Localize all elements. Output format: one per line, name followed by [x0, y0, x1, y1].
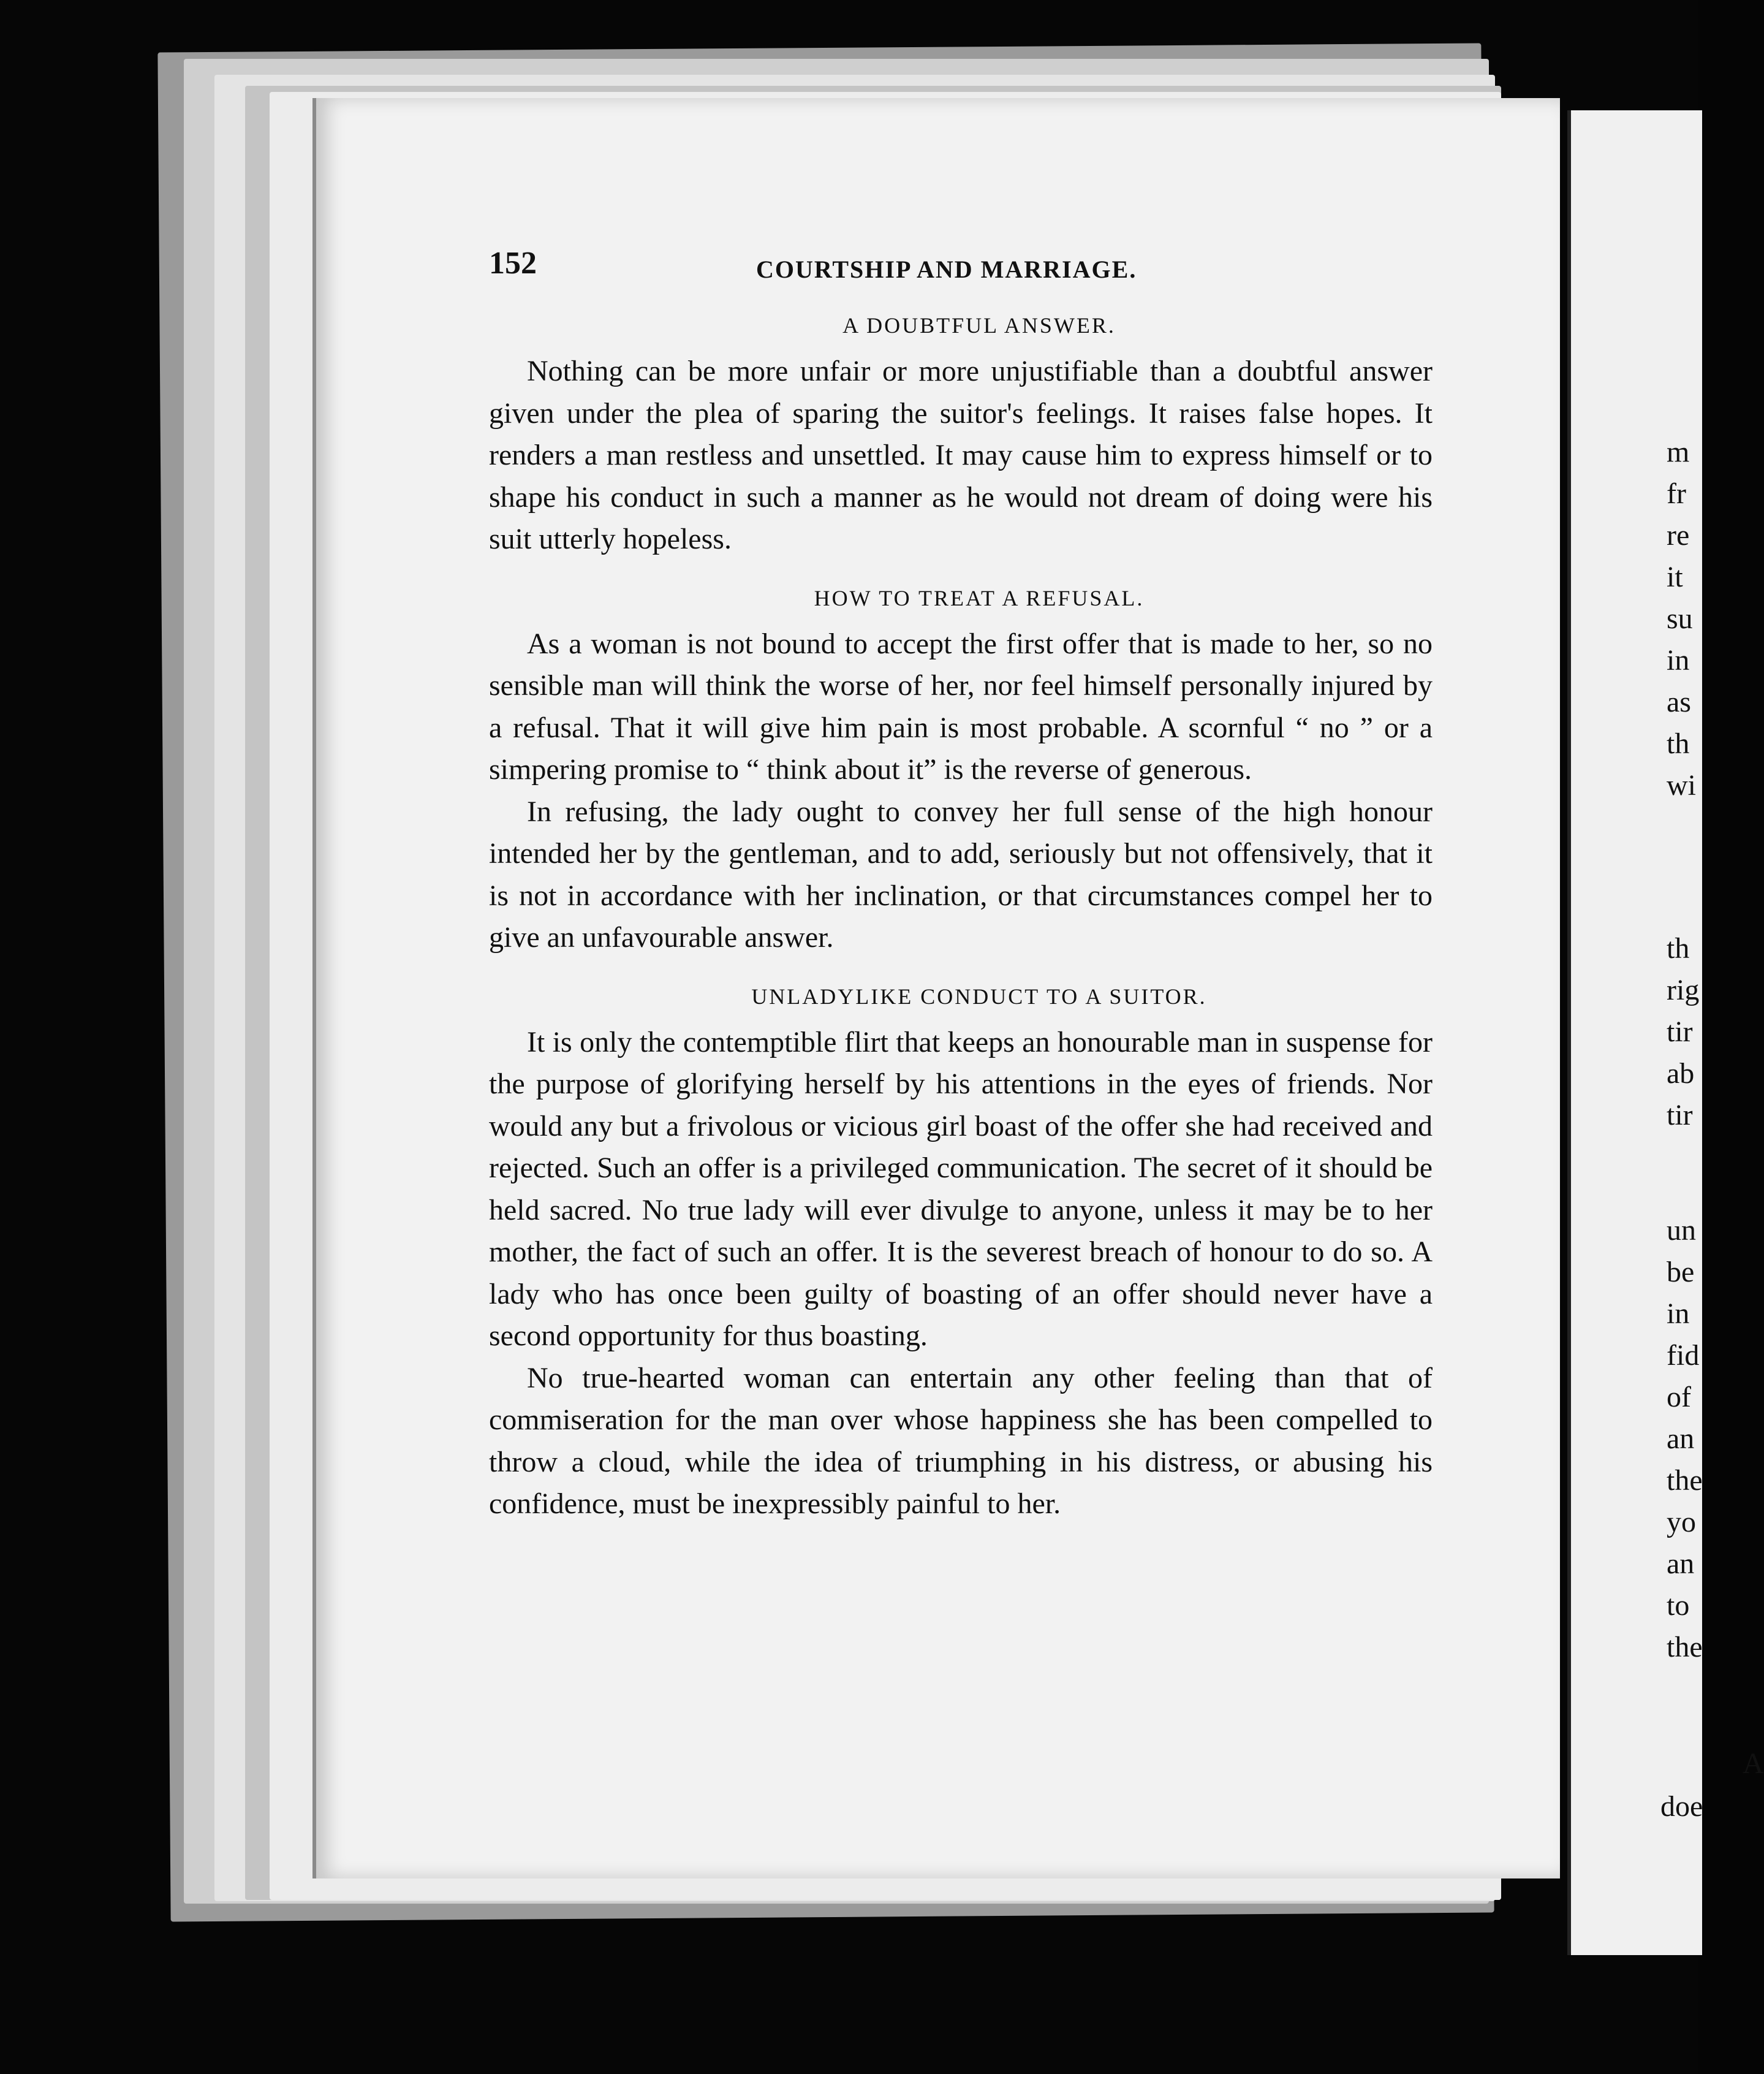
- facing-page-text: be: [1667, 1256, 1695, 1288]
- facing-page-text: th: [1667, 932, 1690, 965]
- facing-page-text: the: [1667, 1464, 1703, 1497]
- facing-page-text: tir: [1667, 1099, 1693, 1131]
- facing-page-text: ab: [1667, 1057, 1695, 1090]
- running-head: [489, 245, 1433, 294]
- facing-page-text: re: [1667, 519, 1690, 552]
- page-text-block: [489, 245, 1433, 1525]
- facing-page-text: tir: [1667, 1016, 1693, 1048]
- facing-page-text: su: [1667, 602, 1693, 635]
- paragraph: As a woman is not bound to accept the first offer that is made to her, so no sensible man will think the worse of her, nor feel himself personally injured by a refusal. That it will give him pain is most probable. A scornful “ no ” or a simpering promise to “ think about it” is the reverse of generous.: [489, 627, 1433, 786]
- paragraph: It is only the contemptible flirt that keeps an honourable man in suspense for the purpose of glorifying herself by his attentions in the eyes of friends. Nor would any but a frivolous or vicious girl boast of the offer she had received and rejected. Such an offer is a privileged communication. The secret of it should be held sacred. No true lady will ever divulge to anyone, unless it may be to her mother, the fact of such an offer. It is the severest breach of honour to do so. A lady who has once been guilty of boasting of an offer should never have a second opportunity for thus boasting.: [489, 1025, 1433, 1352]
- facing-page-text: an: [1667, 1423, 1695, 1455]
- paragraph: No true-hearted woman can entertain any other feeling than that of commiseration for the man over whose happiness she has been compelled to throw a cloud, while the idea of triumphing in his distress, or abusing his confidence, must be inexpressibly painful to her.: [489, 1361, 1433, 1520]
- facing-page-text: wi: [1667, 769, 1696, 802]
- facing-page-text: A: [1743, 1747, 1764, 1780]
- section-heading: UNLADYLIKE CONDUCT TO A SUITOR.: [751, 984, 1207, 1009]
- page-number: 152: [489, 246, 537, 281]
- facing-page-text: un: [1667, 1214, 1696, 1247]
- facing-page-text: of: [1667, 1381, 1691, 1413]
- section-heading: HOW TO TREAT A REFUSAL.: [814, 585, 1145, 610]
- facing-page-text: it: [1667, 561, 1683, 593]
- facing-page-fragment: [1567, 110, 1764, 1955]
- facing-page-text: rig: [1667, 974, 1700, 1006]
- facing-page-text: fr: [1667, 477, 1686, 510]
- facing-page-text: an: [1667, 1548, 1695, 1580]
- facing-page-text: the: [1667, 1631, 1703, 1663]
- facing-page-text: th: [1667, 727, 1690, 760]
- facing-page-text: m: [1667, 436, 1690, 468]
- section-heading: A DOUBTFUL ANSWER.: [842, 313, 1116, 338]
- book-page: [312, 98, 1560, 1878]
- paragraph: Nothing can be more unfair or more unjustifiable than a doubtful answer given under the plea of sparing the suitor's feelings. It raises false hopes. It renders a man restless and unsettled. It may cause him to express himself or to shape his conduct in such a manner as he would not dream of doing were his suit utterly hopeless.: [489, 355, 1433, 555]
- facing-page-text: as: [1667, 686, 1691, 718]
- running-title: COURTSHIP AND MARRIAGE.: [756, 256, 1137, 283]
- facing-page-text: to: [1667, 1589, 1690, 1622]
- paragraph: In refusing, the lady ought to convey her full sense of the high honour intended her by the gentleman, and to add, seriously but not offensively, that it is not in accordance with her inclination, or that circumstances compel her to give an unfavourable answer.: [489, 795, 1433, 954]
- facing-page-text: fid: [1667, 1339, 1700, 1372]
- facing-page-text: in: [1667, 1297, 1690, 1330]
- facing-page-text: doe: [1660, 1790, 1703, 1823]
- facing-page-text: yo: [1667, 1506, 1696, 1538]
- facing-page-text: in: [1667, 644, 1690, 677]
